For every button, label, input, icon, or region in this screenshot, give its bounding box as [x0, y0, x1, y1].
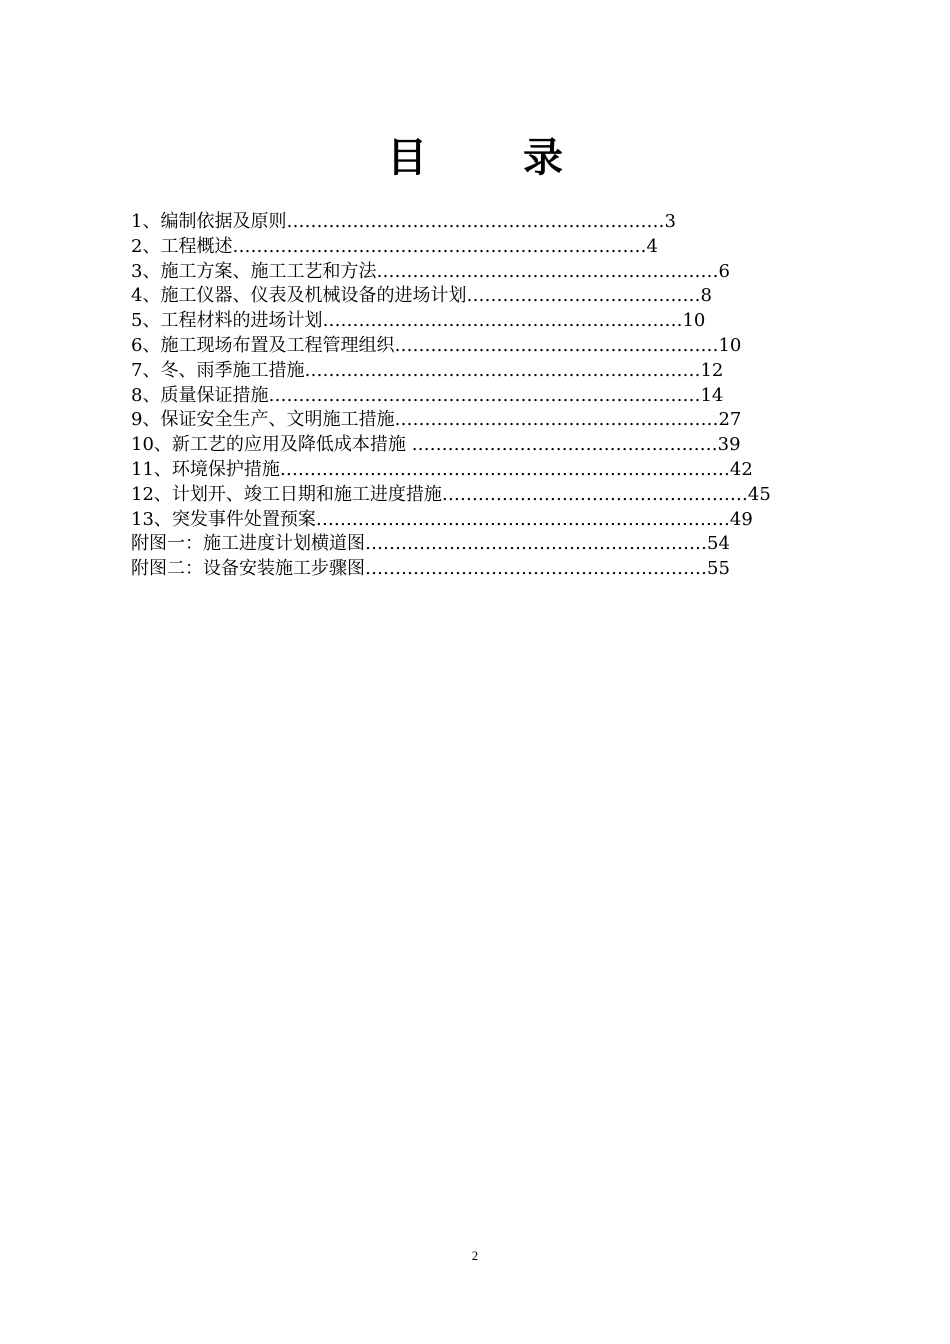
toc-entry-page: 10	[718, 334, 742, 356]
toc-entry[interactable]	[131, 210, 811, 235]
toc-entry-page: 45	[747, 483, 771, 505]
toc-entry-label: 附图一：施工进度计划横道图	[131, 533, 365, 555]
page-number: 2	[471, 1248, 479, 1263]
toc-entry-page: 14	[700, 384, 724, 406]
toc-entry[interactable]	[131, 359, 811, 384]
toc-entry[interactable]	[131, 309, 811, 334]
toc-entry-page: 54	[707, 533, 730, 555]
toc-entry-leader: …………………………………………………	[376, 260, 719, 282]
toc-entry[interactable]	[131, 557, 811, 582]
toc-entry-leader: ………………………………………………………………	[268, 384, 701, 406]
toc-entry-label: 2、工程概述	[131, 235, 233, 257]
toc-entry-label: 5、工程材料的进场计划	[131, 310, 323, 332]
toc-entry-label: 7、冬、雨季施工措施	[131, 359, 305, 381]
toc-entry-leader: …………………………………	[466, 285, 701, 307]
toc-entry-label: 1、编制依据及原则	[131, 211, 287, 232]
toc-entry-leader: ……………………………………………	[411, 434, 718, 456]
toc-entry-page: 8	[700, 285, 712, 307]
toc-entry-page: 42	[729, 458, 753, 480]
toc-entry-page: 49	[729, 508, 753, 530]
toc-entry[interactable]	[131, 483, 811, 508]
toc-entry[interactable]	[131, 260, 811, 285]
toc-entry-label: 10、新工艺的应用及降低成本措施	[131, 434, 412, 456]
toc-entry-leader: ………………………………………………………	[286, 211, 665, 232]
toc-entry-leader: ……………………………………………	[441, 483, 748, 505]
toc-entry-label: 12、计划开、竣工日期和施工进度措施	[131, 483, 442, 505]
toc-entry-page: 3	[664, 211, 676, 232]
toc-entry[interactable]	[131, 532, 811, 557]
toc-entry[interactable]	[131, 433, 811, 458]
toc-entry-label: 4、施工仪器、仪表及机械设备的进场计划	[131, 285, 467, 307]
toc-entry-label: 8、质量保证措施	[131, 384, 269, 406]
toc-entry-label: 6、施工现场布置及工程管理组织	[131, 334, 395, 356]
toc-entry-label: 附图二：设备安装施工步骤图	[131, 558, 365, 580]
table-of-contents	[131, 210, 811, 582]
toc-entry-label: 3、施工方案、施工工艺和方法	[131, 260, 377, 282]
toc-entry-page: 39	[717, 434, 741, 456]
toc-entry-label: 9、保证安全生产、文明施工措施	[131, 409, 395, 431]
toc-entry-leader: ……………………………………………………	[322, 310, 683, 332]
toc-entry-page: 27	[718, 409, 742, 431]
toc-entry[interactable]	[131, 458, 811, 483]
toc-entry-page: 55	[707, 558, 730, 580]
toc-entry-label: 11、环境保护措施	[131, 458, 280, 480]
toc-entry[interactable]	[131, 284, 811, 309]
toc-entry-leader: ……………………………………………………………	[315, 508, 730, 530]
toc-entry-page: 12	[700, 359, 724, 381]
toc-entry-leader: ………………………………………………	[394, 409, 719, 431]
toc-entry[interactable]	[131, 235, 811, 260]
toc-entry-leader: ……………………………………………………………	[232, 235, 647, 257]
page-title	[0, 126, 950, 183]
toc-entry-page: 4	[646, 235, 658, 257]
title-char-2: 录	[523, 135, 563, 181]
title-char-1: 目	[387, 135, 427, 181]
toc-entry[interactable]	[131, 384, 811, 409]
toc-entry-leader: ………………………………………………	[394, 334, 719, 356]
toc-entry-leader: …………………………………………………	[365, 558, 707, 580]
toc-entry-page: 10	[682, 310, 706, 332]
toc-entry[interactable]	[131, 334, 811, 359]
toc-entry-leader: …………………………………………………………………	[279, 458, 730, 480]
toc-entry[interactable]	[131, 508, 811, 533]
toc-entry-label: 13、突发事件处置预案	[131, 508, 316, 530]
toc-entry-leader: …………………………………………………	[365, 533, 707, 555]
toc-entry-page: 6	[718, 260, 730, 282]
toc-entry[interactable]	[131, 408, 811, 433]
toc-entry-leader: …………………………………………………………	[304, 359, 701, 381]
